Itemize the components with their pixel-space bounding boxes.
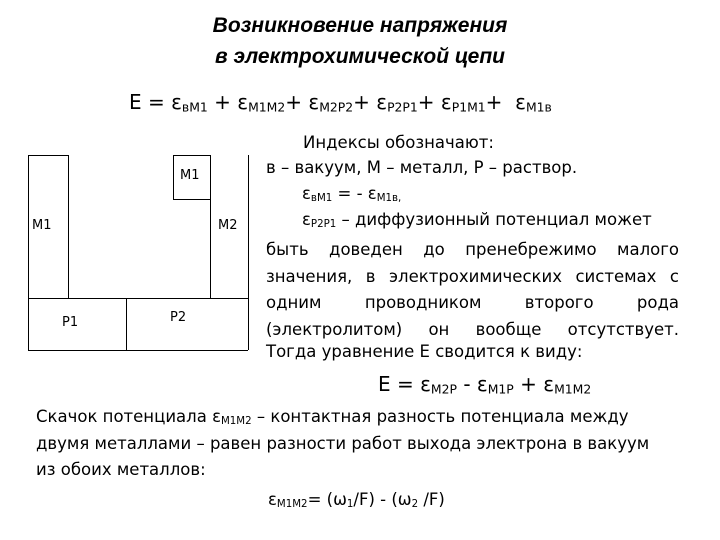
label-p2: Р2 <box>170 310 187 325</box>
reduced-equation: $E = \varepsilon_{М2Р} - \varepsilon_{М1Р} + \varepsilon_{М1М2}$ <box>378 372 592 397</box>
m1-inner-edge <box>68 155 69 298</box>
notes-last-line: Тогда уравнение E сводится к виду: <box>266 342 583 361</box>
equation-term-5: $\varepsilon_{Р1М1}+$ <box>440 90 516 115</box>
label-m2: М2 <box>218 218 238 233</box>
notes-legend: в – вакуум, М – металл, Р – раствор. <box>266 158 578 177</box>
equation-term-1: $\varepsilon_{вМ1}$ + <box>171 90 238 115</box>
equation-term-2: $\varepsilon_{М1М2}+$ <box>237 90 309 115</box>
bottom-line-1: Скачок потенциала $\varepsilon_{М1М2}$ – контактная разность потенциала между <box>36 407 629 428</box>
notes-line-3: одним проводником второго рода <box>266 293 679 312</box>
m2-left-edge <box>210 200 211 298</box>
diagram-right-edge <box>248 155 249 350</box>
equation-term-3: $\varepsilon_{М2Р2}+$ <box>308 90 377 115</box>
title-line-1: Возникновение напряжения <box>212 14 508 37</box>
equation-term-6: $\varepsilon_{М1в}$ <box>515 90 552 115</box>
solution-top-line <box>28 298 248 299</box>
epsilon-relation: $\varepsilon_{вМ1}$ = - $\varepsilon_{М1в,}$ <box>302 184 402 205</box>
bottom-line-2: двумя металлами – равен разности работ выхода электрона в вакуум <box>36 434 650 453</box>
notes-paragraph <box>266 237 679 343</box>
final-formula: $\varepsilon_{М1М2}= (\omega_1/F) - (\omega_2$ /F) <box>268 490 445 511</box>
main-equation: $E = \varepsilon_{вМ1} + \varepsilon_{М1М2}+ \varepsilon_{М2Р2}+ \varepsilon_{Р2Р1}+ \varepsilon_{Р1М1}+ \varepsilon_{М1в}$ <box>129 90 552 115</box>
notes-line-4: (электролитом) он вообще отсутствует. <box>266 319 679 339</box>
membrane-line <box>126 298 127 350</box>
title-line-2: в электрохимической цепи <box>215 45 505 68</box>
equation-term-4: $\varepsilon_{Р2Р1}+$ <box>376 90 441 115</box>
diagram-left-edge <box>28 155 29 350</box>
label-m1-left: М1 <box>32 218 52 233</box>
diffusion-potential-line: $\varepsilon_{Р2Р1}$ – диффузионный потенциал может <box>302 210 652 231</box>
label-p1: Р1 <box>62 315 79 330</box>
notes-line-2: значения, в электрохимических системах с <box>266 266 679 286</box>
bottom-line-3: из обоих металлов: <box>36 460 206 479</box>
diagram-bottom-edge <box>28 350 248 351</box>
notes-line-1: быть доведен до пренебрежимо малого <box>266 240 679 259</box>
diagram-top-left-edge <box>28 155 68 156</box>
label-m1-top: М1 <box>180 168 200 183</box>
notes-heading: Индексы обозначают: <box>303 133 494 152</box>
